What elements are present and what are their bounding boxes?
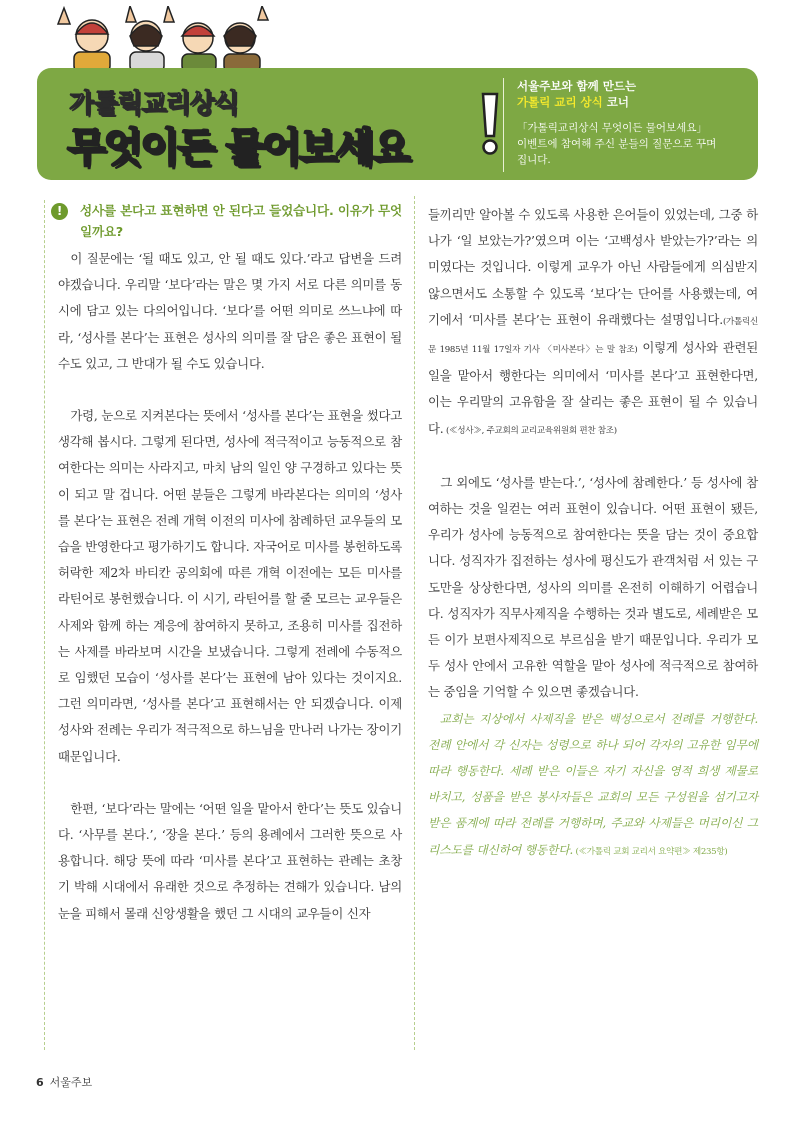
publication-name: 서울주보	[49, 1076, 93, 1089]
question-text: 성사를 본다고 표현하면 안 된다고 들었습니다. 이유가 무엇일까요?	[80, 203, 402, 239]
banner-divider	[503, 78, 504, 172]
paragraph-text: 들끼리만 알아볼 수 있도록 사용한 은어들이 있었는데, 그중 하나가 ‘일 보았는가?’였으며 이는 ‘고백성사 받았는가?’라는 의미였다는 것입니다. 이렇게 교우가 아닌 사람들에게 의심받지 않으면서도 소통할 수 있도록 ‘보다’는 단어를 사용했는데, 여기에서 ‘미사를 본다’는 표현이 유래했다는 설명입니다.	[428, 207, 758, 327]
exclamation-icon	[479, 92, 501, 156]
banner-info-line1: 서울주보와 함께 만드는	[517, 79, 637, 93]
banner-title-part2: 물어보세요	[225, 125, 409, 171]
banner-info	[517, 78, 747, 168]
answer-paragraph-2: 가령, 눈으로 지켜본다는 뜻에서 ‘성사를 본다’는 표현을 썼다고 생각해 봅시다. 그렇게 된다면, 성사에 적극적이고 능동적으로 참여한다는 의미는 사라지고, 마치 남의 일인 양 구경하고 있다는 뜻이 되고 말 겁니다. 어떤 분들은 그렇게 바라본다는 의미의 ‘성사를 본다’는 표현은 전례 개혁 이전의 미사에 참례하던 교우들의 모습을 반영한다고 평가하기도 합니다. 자국어로 미사를 봉헌하도록 허락한 제2차 바티칸 공의회에 따른 개혁 이전에는 모든 미사를 라틴어로 봉헌했습니다. 이 시기, 라틴어를 할 줄 모르는 교우들은 사제와 함께 하는 계응에 참여하지 못하고, 조용히 미사를 집전하는 사제를 바라보며 시간을 보냈습니다. 그렇게 전례에 수동적으로 임했던 모습이 ‘성사를 본다’는 표현에 남아 있다는 것이지요. 그런 의미라면, ‘성사를 본다’고 표현해서는 안 되겠습니다. 이제 성사와 전례는 우리가 적극적으로 하느님을 만나러 나가는 장이기 때문입니다.	[58, 408, 403, 764]
quote-text: 교회는 지상에서 사제직을 받은 백성으로서 전례를 거행한다. 전례 안에서 각 신자는 성령으로 하나 되어 각자의 고유한 임무에 따라 행동한다. 세례 받은 이들은 자기 자신을 영적 희생 제물로 바치고, 성품을 받은 봉사자들은 교회의 모든 구성원을 섬기고자 받은 품계에 따라 전례를 거행하며, 주교와 사제들은 머리이신 그리스도를 대신하여 행동한다.	[428, 711, 758, 857]
banner-main-title	[67, 116, 409, 173]
right-column	[428, 202, 758, 865]
paragraph-text: 이렇게 성사와 관련된 일을 맡아서 행한다는 의미에서 ‘미사를 본다’고 표현한다면, 이는 우리말의 고유함을 잘 살리는 좋은 표현이 될 수 있습니다.	[428, 340, 758, 436]
catechism-quote	[428, 706, 758, 865]
left-column-rule	[44, 200, 45, 1050]
answer-paragraph-4: 그 외에도 ‘성사를 받는다.’, ‘성사에 참례한다.’ 등 성사에 참여하는 것을 일컫는 여러 표현이 있습니다. 어떤 표현이 됐든, 우리가 성사에 능동적으로 참여한다는 뜻을 담는 것이 중요합니다. 성직자가 집전하는 성사에 평신도가 관객처럼 서 있는 구도만을 상상한다면, 성사의 의미를 온전히 이해하기 어렵습니다. 성직자가 직무사제직을 수행하는 것과 별도로, 세례받은 모든 이가 보편사제직으로 부르심을 받기 때문입니다. 우리가 모두 성사 안에서 고유한 역할을 맡아 성사에 적극적으로 참여하는 중임을 기억할 수 있으면 좋겠습니다.	[428, 474, 758, 700]
page-footer	[36, 1074, 92, 1090]
banner-title-part1: 무엇이든	[67, 125, 214, 171]
banner-title-area	[37, 68, 499, 180]
middle-column-rule	[414, 196, 415, 1050]
question-heading	[58, 200, 402, 242]
answer-paragraph-1: 이 질문에는 ‘될 때도 있고, 안 될 때도 있다.’라고 답변을 드려야겠습니다. 우리말 ‘보다’라는 말은 몇 가지 서로 다른 의미를 동시에 담고 있는 다의어입니다. ‘보다’를 어떤 의미로 쓰느냐에 따라, ‘성사를 본다’는 표현은 성사의 의미를 잘 담은 좋은 표현이 될 수도 있고, 그 반대가 될 수도 있습니다.	[58, 251, 402, 371]
exclamation-circle-icon: !	[51, 203, 68, 220]
banner-info-line2	[517, 94, 747, 110]
banner-info-description: 「가톨릭교리상식 무엇이든 물어보세요」 이벤트에 참여해 주신 분들의 질문으로 꾸며집니다.	[517, 122, 717, 166]
title-banner	[37, 68, 758, 180]
quote-citation: (≪가톨릭 교회 교리서 요약편≫ 제235항)	[573, 846, 728, 857]
banner-info-rest: 코너	[602, 95, 630, 109]
citation: (≪성사≫, 주교회의 교리교육위원회 편찬 참조)	[443, 425, 617, 436]
answer-paragraph-3-continued	[428, 202, 758, 444]
page-number: 6	[36, 1076, 44, 1089]
banner-subtitle: 가톨릭교리상식	[69, 89, 238, 119]
cartoon-people-illustration	[52, 6, 272, 72]
banner-info-highlight: 가톨릭 교리 상식	[517, 95, 603, 109]
citation: (가톨릭신문 1985년 11월 17일자 기사 〈미사본다〉는 말 참조)	[428, 316, 758, 356]
answer-paragraph-3: 한편, ‘보다’라는 말에는 ‘어떤 일을 맡아서 한다’는 뜻도 있습니다. ‘사무를 본다.’, ‘장을 본다.’ 등의 용례에서 그러한 뜻으로 사용합니다. 해당 뜻에 따라 ‘미사를 본다’고 표현하는 관례는 초창기 박해 시대에서 유래한 것으로 추정하는 견해가 있습니다. 남의 눈을 피해서 몰래 신앙생활을 했던 그 시대의 교우들이 신자	[58, 800, 402, 921]
left-column	[58, 200, 402, 927]
